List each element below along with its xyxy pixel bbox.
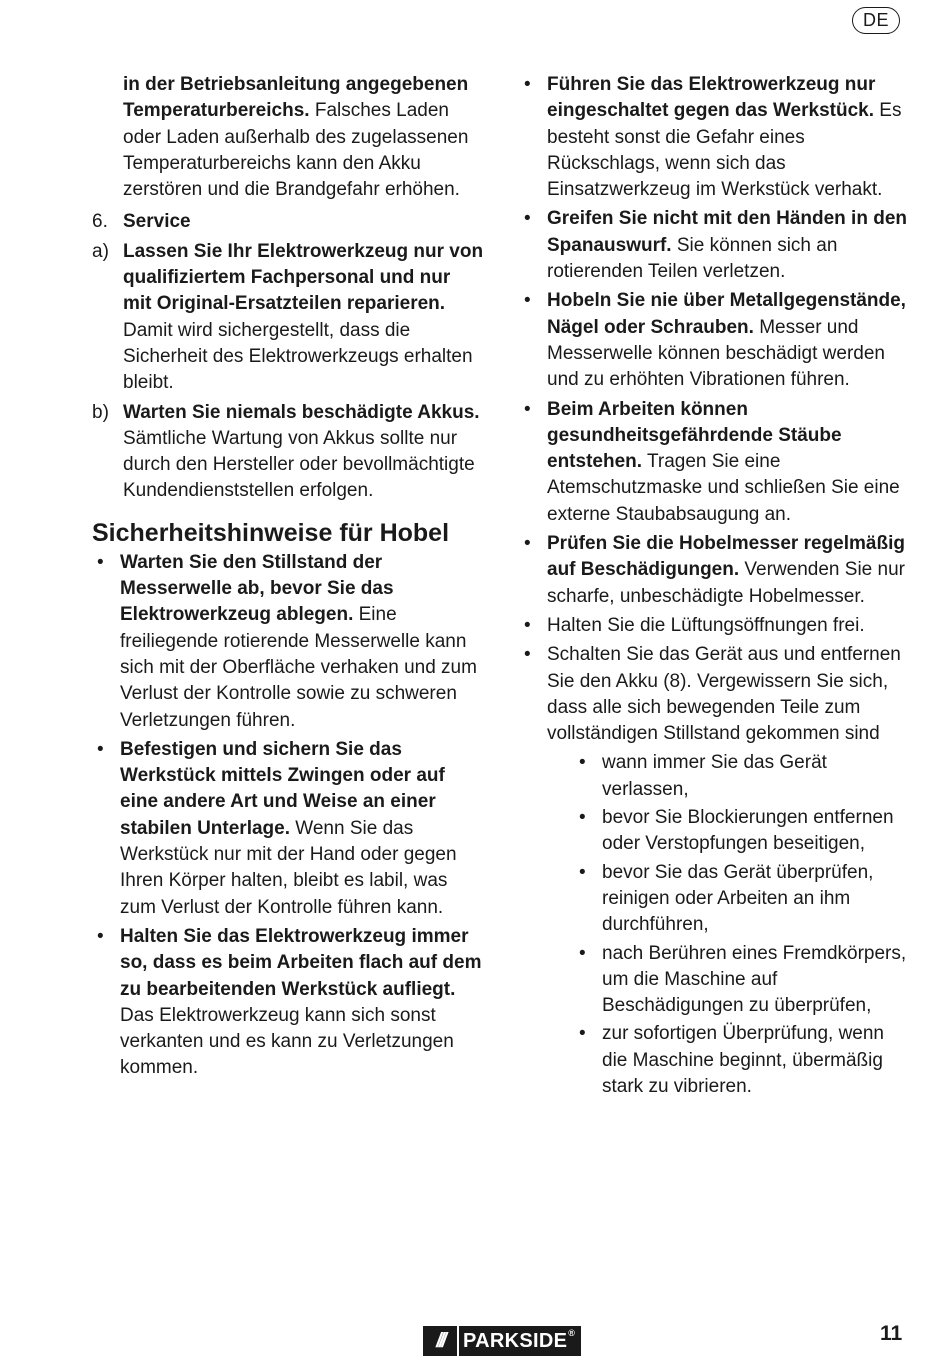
service-number: 6. — [92, 211, 108, 233]
sub-list-item — [574, 805, 911, 858]
right-column — [519, 72, 911, 1103]
list-item — [519, 642, 911, 1100]
list-item — [519, 397, 911, 528]
bullet-bold: Halten Sie das Elektrowerkzeug immer so, dass es beim Arbeiten flach auf dem zu bearbeitenden Werkstück aufliegt. — [120, 925, 482, 1000]
page-number: 11 — [880, 1322, 903, 1345]
list-item — [519, 288, 911, 393]
bullet-icon: • — [524, 208, 531, 230]
bullet-icon: • — [579, 942, 586, 964]
sub-list-item — [574, 750, 911, 803]
bullet-bold: Führen Sie das Elektrowerkzeug nur eingeschaltet gegen das Werkstück. — [547, 74, 876, 122]
bullet-bold: Prüfen Sie die Hobelmesser regelmäßig auf Beschädigungen. — [547, 533, 905, 581]
bullet-text: Halten Sie die Lüftungsöffnungen frei. — [547, 614, 865, 636]
bullet-text: Eine freiliegende rotierende Messerwelle kann sich mit der Oberfläche verhaken und zum Verlust der Kontrolle sowie zu schweren Verletzungen führen. — [120, 604, 477, 731]
bullet-text: Schalten Sie das Gerät aus und entfernen Sie den Akku (8). Vergewissern Sie sich, dass alle sich bewegenden Teile zum vollständigen Stillstand gekommen sind — [547, 644, 901, 745]
bullet-icon: • — [524, 533, 531, 555]
list-item — [92, 550, 484, 734]
bullet-icon: • — [579, 861, 586, 883]
item-text: Damit wird sichergestellt, dass die Sicherheit des Elektrowerkzeugs erhalten bleibt. — [123, 319, 473, 394]
sub-bullet-text: nach Berühren eines Fremdkörpers, um die Maschine auf Beschädigungen zu überprüfen, — [602, 942, 907, 1017]
bullet-icon: • — [524, 398, 531, 420]
parkside-logo — [423, 1326, 581, 1356]
left-column — [92, 72, 484, 1085]
list-item — [519, 72, 911, 203]
section-heading: Sicherheitshinweise für Hobel — [92, 518, 450, 547]
service-title: Service — [123, 211, 191, 233]
bullet-bold: Warten Sie den Stillstand der Messerwelle ab, bevor Sie das Elektrowerkzeug ablegen. — [120, 551, 394, 626]
sub-bullet-text: wann immer Sie das Gerät verlassen, — [602, 752, 827, 800]
list-item — [92, 737, 484, 921]
logo-text: PARKSIDE — [463, 1330, 568, 1352]
service-item-a — [92, 239, 484, 397]
item-marker: a) — [92, 240, 109, 262]
bullet-text: Verwenden Sie nur scharfe, unbeschädigte Hobelmesser. — [547, 559, 905, 607]
bullet-icon: • — [579, 1023, 586, 1045]
bullet-icon: • — [524, 290, 531, 312]
service-heading — [92, 209, 484, 235]
registered-mark: ® — [568, 1328, 576, 1338]
bullet-text: Messer und Messerwelle können beschädigt werden und zu erhöhten Vibrationen führen. — [547, 316, 885, 391]
item-bold: Lassen Sie Ihr Elektrowerkzeug nur von qualifiziertem Fachpersonal und nur mit Original-Ersatzteilen reparieren. — [123, 240, 484, 315]
list-item — [92, 924, 484, 1082]
bullet-icon: • — [97, 738, 104, 760]
item-marker: b) — [92, 401, 109, 423]
bullet-icon: • — [579, 752, 586, 774]
sub-bullet-text: bevor Sie Blockierungen entfernen oder Verstopfungen beseitigen, — [602, 807, 894, 855]
sub-bullet-text: bevor Sie das Gerät überprüfen, reinigen oder Arbeiten an ihm durchführen, — [602, 861, 874, 936]
bullet-icon: • — [524, 74, 531, 95]
bullet-text: Wenn Sie das Werkstück nur mit der Hand oder gegen Ihren Körper halten, bleibt es labil, was zum Verlust der Kontrolle führen kann. — [120, 817, 457, 918]
bullet-icon: • — [579, 807, 586, 829]
bullet-text: Sie können sich an rotierenden Teilen verletzen. — [547, 234, 838, 283]
logo-wordmark — [457, 1326, 581, 1356]
bullet-text: Das Elektrowerkzeug kann sich sonst verkanten und es kann zu Verletzungen kommen. — [120, 1004, 454, 1079]
sub-list-item — [574, 941, 911, 1020]
bullet-icon: • — [524, 644, 531, 666]
list-item — [519, 613, 911, 639]
sub-list-item — [574, 1021, 911, 1100]
list-item — [519, 206, 911, 285]
bullet-text: Tragen Sie eine Atemschutzmaske und schließen Sie eine externe Staubabsaugung an. — [547, 451, 900, 525]
sub-list-item — [574, 860, 911, 939]
service-item-b — [92, 400, 484, 505]
intro-paragraph — [92, 72, 484, 203]
bullet-text: Es besteht sonst die Gefahr eines Rückschlags, wenn sich das Einsatzwerkzeug im Werkstück verhakt. — [547, 100, 902, 201]
sub-bullet-text: zur sofortigen Überprüfung, wenn die Maschine beginnt, übermäßig stark zu vibrieren. — [602, 1023, 884, 1097]
item-bold: Warten Sie niemals beschädigte Akkus. — [123, 401, 480, 423]
intro-text: Falsches Laden oder Laden außerhalb des zugelassenen Temperaturbereichs kann den Akku zerstören und die Brandgefahr erhöhen. — [123, 100, 469, 201]
bullet-bold: Befestigen und sichern Sie das Werkstück mittels Zwingen oder auf eine andere Art und Weise an einer stabilen Unterlage. — [120, 738, 445, 839]
language-badge: DE — [852, 7, 900, 34]
list-item — [519, 531, 911, 610]
bullet-icon: • — [97, 551, 104, 573]
logo-slashes-icon: /// — [423, 1326, 457, 1356]
item-text: Sämtliche Wartung von Akkus sollte nur durch den Hersteller oder bevollmächtigte Kundendienststellen erfolgen. — [123, 427, 475, 502]
bullet-bold: Beim Arbeiten können gesundheitsgefährdende Stäube entstehen. — [547, 398, 842, 473]
bullet-icon: • — [97, 925, 104, 947]
intro-bold: in der Betriebsanleitung angegebenen Temperaturbereichs. — [123, 74, 469, 122]
bullet-icon: • — [524, 614, 531, 636]
bullet-bold: Hobeln Sie nie über Metallgegenstände, Nägel oder Schrauben. — [547, 290, 906, 338]
bullet-bold: Greifen Sie nicht mit den Händen in den Spanauswurf. — [547, 208, 907, 256]
sub-list — [547, 750, 911, 1100]
